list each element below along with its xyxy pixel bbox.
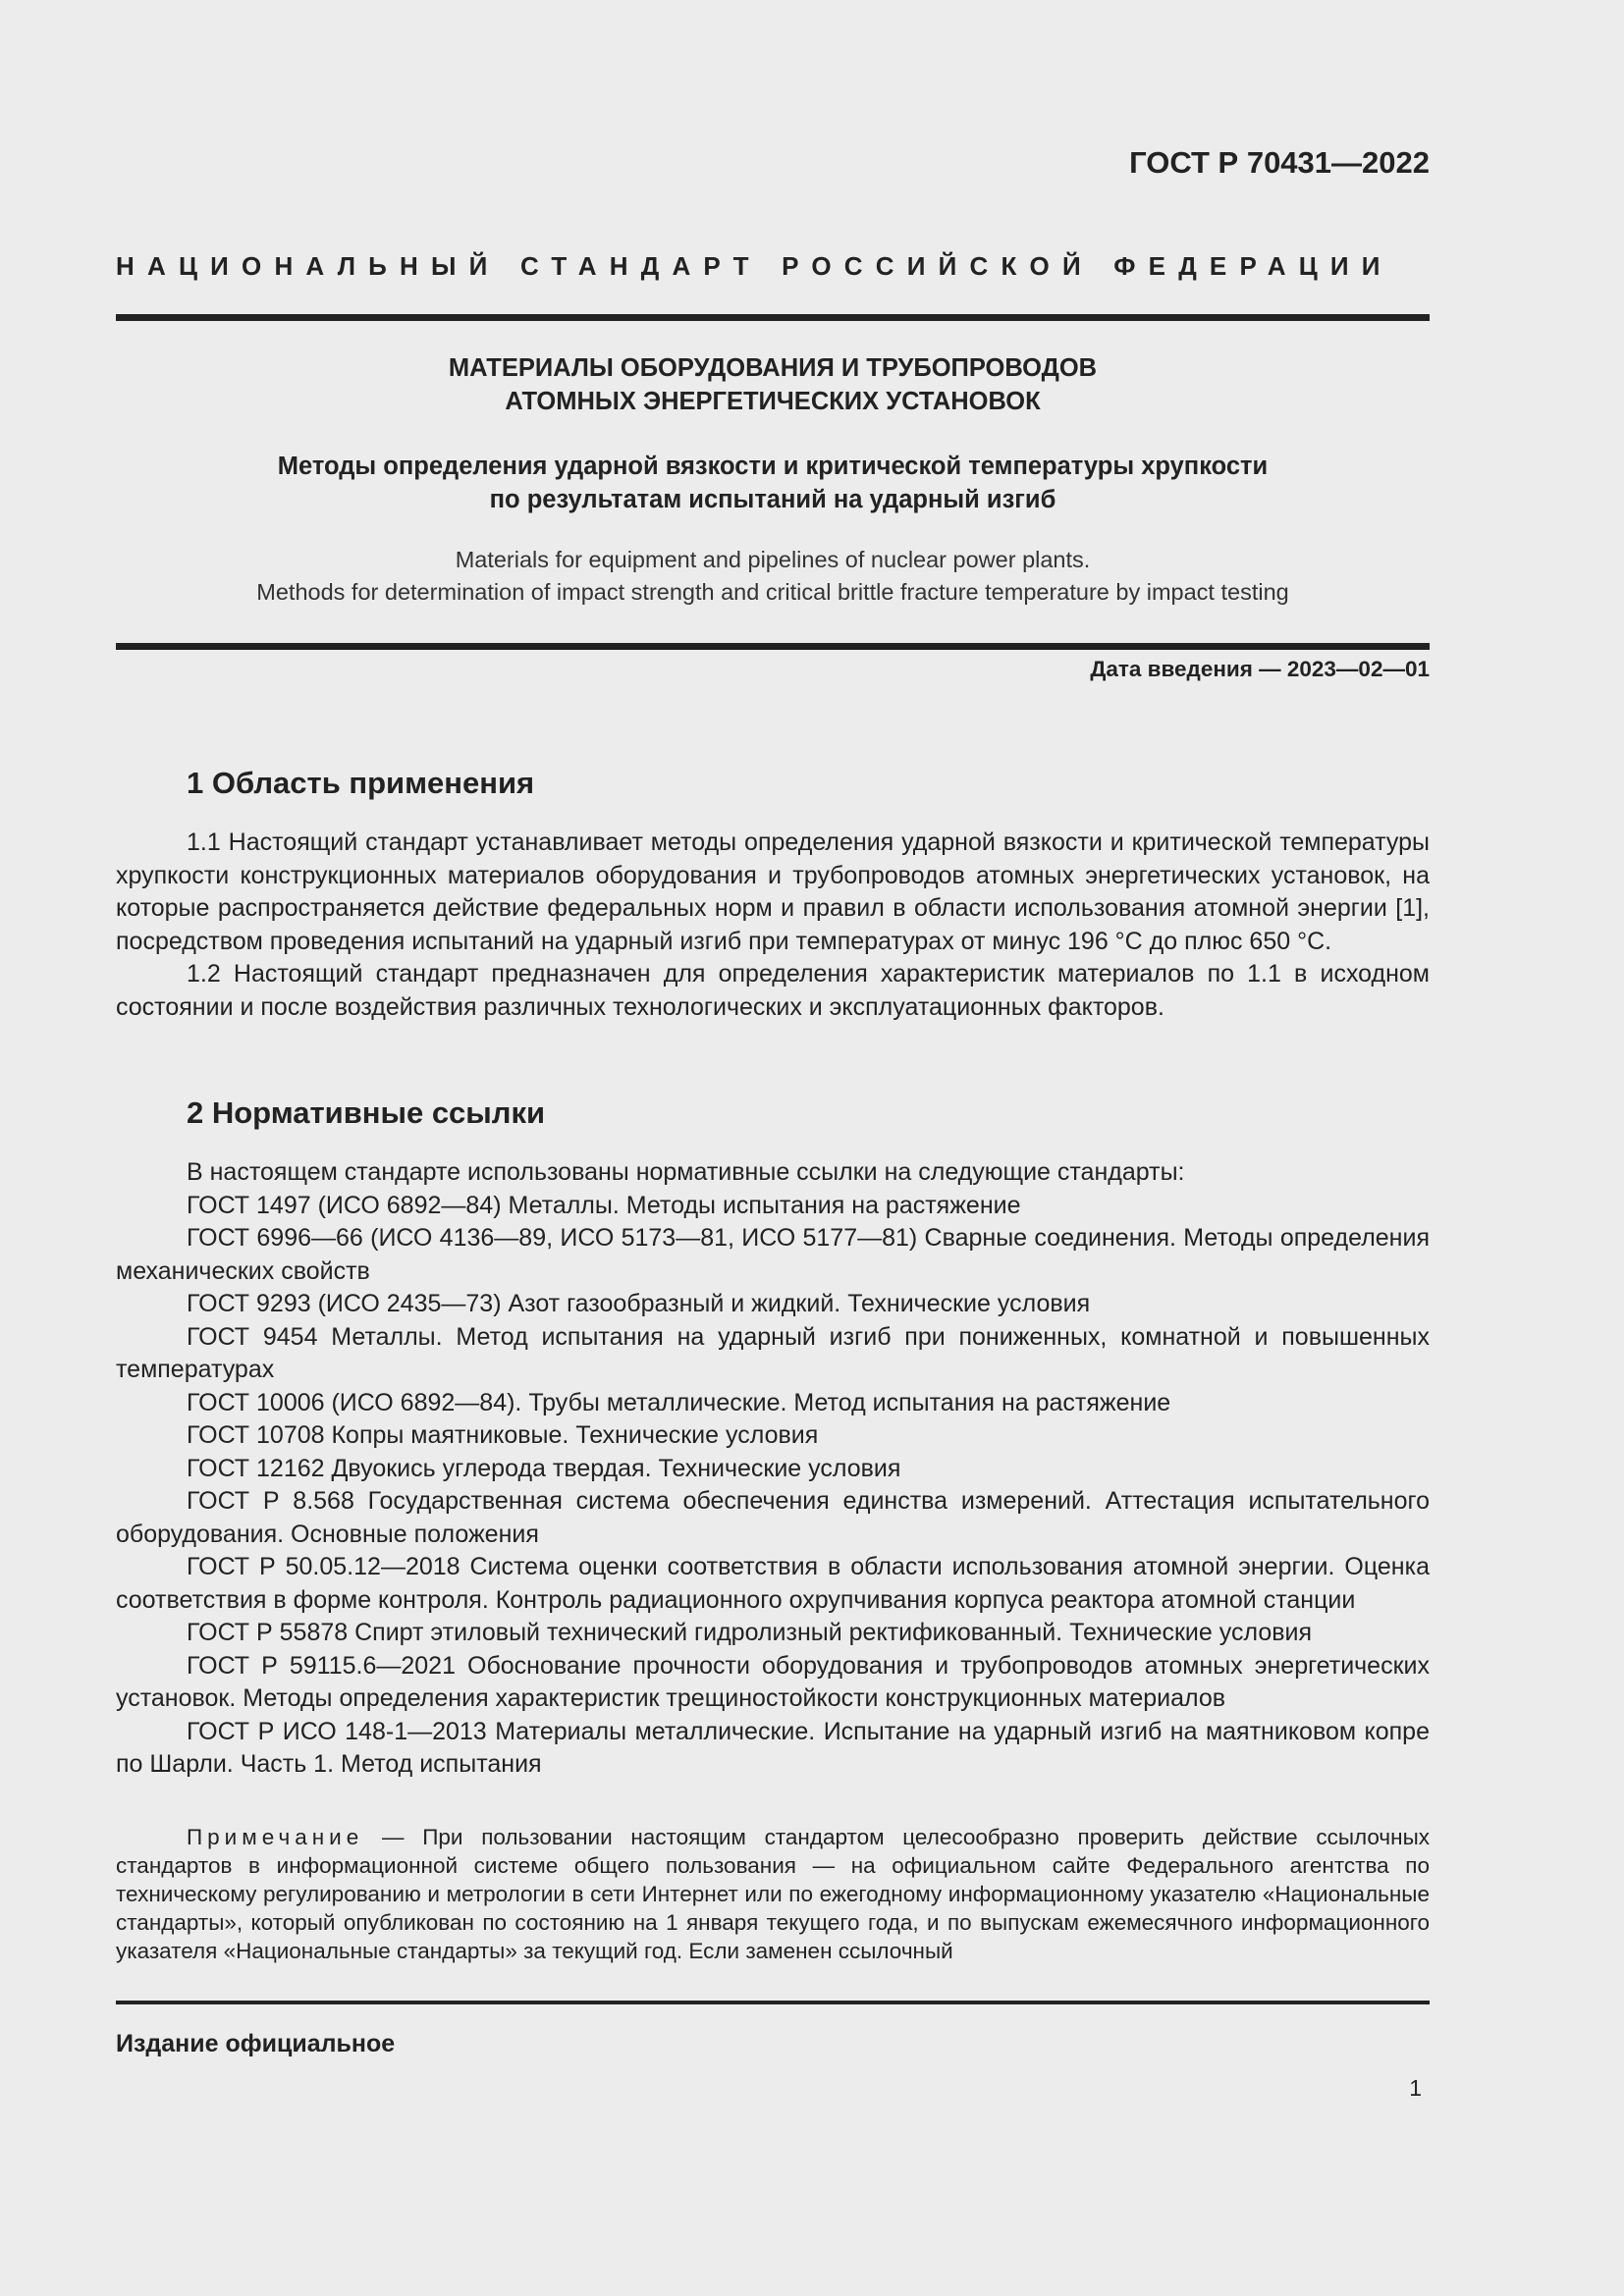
paragraph-1-2: 1.2 Настоящий стандарт предназначен для определения характеристик материалов по 1.1 в исходном состоянии и после воздействия различных технологических и эксплуатационных факторов. xyxy=(116,960,1430,1021)
note-label: Примечание xyxy=(187,1825,364,1849)
section-1-heading: 1 Область применения xyxy=(187,766,535,800)
reference-item: ГОСТ 1497 (ИСО 6892—84) Металлы. Методы испытания на растяжение xyxy=(187,1191,1021,1219)
introduction-date: Дата введения — 2023—02—01 xyxy=(1090,657,1430,681)
reference-item: ГОСТ Р 59115.6—2021 Обоснование прочности оборудования и трубопроводов атомных энергетических установок. Методы определения характеристик трещиностойкости конструкционных материалов xyxy=(116,1651,1430,1712)
document-title xyxy=(116,351,1430,418)
note-paragraph xyxy=(116,1823,1430,1965)
english-title-line-1: Materials for equipment and pipelines of nuclear power plants. xyxy=(455,547,1091,572)
normative-references-list xyxy=(116,1156,1430,1782)
reference-item: ГОСТ 9293 (ИСО 2435—73) Азот газообразный и жидкий. Технические условия xyxy=(187,1290,1091,1317)
section-2-heading: 2 Нормативные ссылки xyxy=(187,1095,546,1130)
english-title xyxy=(116,544,1430,609)
paragraph-1-1: 1.1 Настоящий стандарт устанавливает методы определения ударной вязкости и критической температуры хрупкости конструкционных материалов оборудования и трубопроводов атомных энергетических установок, на которые распространяется действие федеральных норм и правил в области использования атомной энергии [1], посредством проведения испытаний на ударный изгиб при температурах от минус 196 °С до плюс 650 °С. xyxy=(116,828,1430,955)
reference-item: ГОСТ 12162 Двуокись углерода твердая. Технические условия xyxy=(187,1454,901,1482)
english-title-line-2: Methods for determination of impact strength and critical brittle fracture temperature by impact testing xyxy=(256,579,1289,605)
title-line-2: АТОМНЫХ ЭНЕРГЕТИЧЕСКИХ УСТАНОВОК xyxy=(505,388,1041,415)
reference-item: ГОСТ 9454 Металлы. Метод испытания на ударный изгиб при пониженных, комнатной и повышенных температурах xyxy=(116,1322,1430,1383)
document-number: ГОСТ Р 70431—2022 xyxy=(1129,145,1430,180)
references-intro: В настоящем стандарте использованы нормативные ссылки на следующие стандарты: xyxy=(187,1158,1185,1186)
reference-item: ГОСТ Р 55878 Спирт этиловый технический гидролизный ректификованный. Технические условия xyxy=(187,1619,1313,1646)
reference-item: ГОСТ Р 50.05.12—2018 Система оценки соответствия в области использования атомной энергии. Оценка соответствия в форме контроля. Контроль радиационного охрупчивания корпуса реактора атомной станции xyxy=(116,1553,1430,1614)
title-line-1: МАТЕРИАЛЫ ОБОРУДОВАНИЯ И ТРУБОПРОВОДОВ xyxy=(448,354,1098,382)
page-number: 1 xyxy=(1409,2075,1422,2101)
national-standard-heading: НАЦИОНАЛЬНЫЙ СТАНДАРТ РОССИЙСКОЙ ФЕДЕРАЦИИ xyxy=(116,251,1393,281)
reference-item: ГОСТ 10708 Копры маятниковые. Технические условия xyxy=(187,1421,819,1449)
official-edition-label: Издание официальное xyxy=(116,2030,396,2057)
note-text: — При пользовании настоящим стандартом целесообразно проверить действие ссылочных стандартов в информационной системе общего пользования — на официальном сайте Федерального агентства по техническому регулированию и метрологии в сети Интернет или по ежегодному информационному указателю «Национальные стандарты», который опубликован по состоянию на 1 января текущего года, и по выпускам ежемесячного информационного указателя «Национальные стандарты» за текущий год. Если заменен ссылочный xyxy=(116,1825,1430,1963)
top-rule xyxy=(116,314,1430,321)
footer-rule xyxy=(116,2001,1430,2004)
subtitle-line-2: по результатам испытаний на ударный изгиб xyxy=(489,486,1056,513)
document-subtitle xyxy=(116,450,1430,516)
reference-item: ГОСТ Р ИСО 148-1—2013 Материалы металлические. Испытание на ударный изгиб на маятниковом копре по Шарли. Часть 1. Метод испытания xyxy=(116,1717,1430,1778)
title-bottom-rule xyxy=(116,643,1430,650)
document-page xyxy=(116,0,1430,2296)
note-block xyxy=(116,1823,1430,1965)
reference-item: ГОСТ 10006 (ИСО 6892—84). Трубы металлические. Метод испытания на растяжение xyxy=(187,1388,1171,1416)
reference-item: ГОСТ 6996—66 (ИСО 4136—89, ИСО 5173—81, ИСО 5177—81) Сварные соединения. Методы определения механических свойств xyxy=(116,1224,1430,1285)
reference-item: ГОСТ Р 8.568 Государственная система обеспечения единства измерений. Аттестация испытательного оборудования. Основные положения xyxy=(116,1487,1430,1548)
section-1-body xyxy=(116,827,1430,1024)
subtitle-line-1: Методы определения ударной вязкости и критической температуры хрупкости xyxy=(277,453,1269,480)
